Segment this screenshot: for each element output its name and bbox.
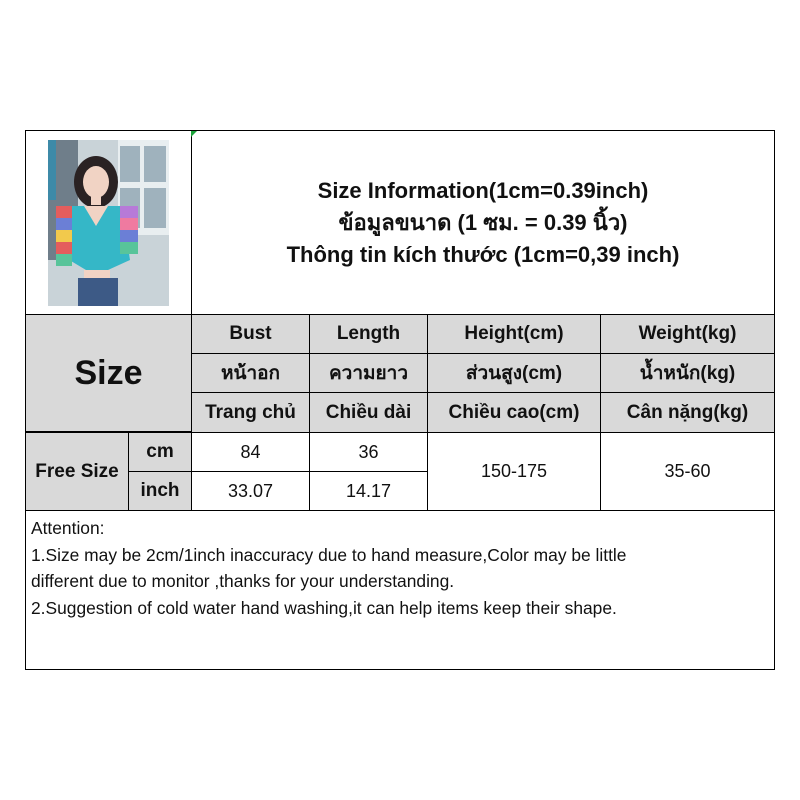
model-wearing-sweater-image [48,140,169,306]
cell-corner-marker [191,131,197,137]
header-height-en: Height(cm) [427,314,601,354]
attention-line-1: 1.Size may be 2cm/1inch inaccuracy due to hand measure,Color may be little [31,544,627,565]
header-length-th: ความยาว [309,353,428,393]
weight-range-value: 35-60 [600,432,775,511]
header-height-th: ส่วนสูง(cm) [427,353,601,393]
unit-cm: cm [128,432,192,472]
unit-inch: inch [128,471,192,511]
bust-inch-value: 33.07 [191,471,310,511]
title-vietnamese: Thông tin kích thước (1cm=0,39 inch) [286,241,680,267]
header-bust-en: Bust [191,314,310,354]
header-bust-th: หน้าอก [191,353,310,393]
height-range-value: 150-175 [427,432,601,511]
length-cm-value: 36 [309,432,428,472]
product-photo [48,140,169,306]
size-label-cell [25,314,192,432]
header-height-vi: Chiều cao(cm) [427,392,601,433]
length-inch-value: 14.17 [309,471,428,511]
attention-heading: Attention: [31,518,105,538]
header-weight-en: Weight(kg) [600,314,775,354]
bust-cm-value: 84 [191,432,310,472]
header-length-vi: Chiều dài [309,392,428,433]
title-thai: ข้อมูลขนาด (1 ซม. = 0.39 นิ้ว) [338,209,628,235]
row-label-free-size: Free Size [25,432,129,511]
title-english: Size Information(1cm=0.39inch) [317,177,649,203]
size-information-title [191,130,775,315]
attention-line-3: 2.Suggestion of cold water hand washing,it can help items keep their shape. [31,597,617,618]
attention-line-2: different due to monitor ,thanks for your understanding. [31,571,455,591]
header-bust-vi: Trang chủ [191,392,310,433]
header-weight-th: น้ำหนัก(kg) [600,353,775,393]
size-label: Size [74,353,143,392]
header-length-en: Length [309,314,428,354]
attention-notes [25,510,775,670]
header-weight-vi: Cân nặng(kg) [600,392,775,433]
